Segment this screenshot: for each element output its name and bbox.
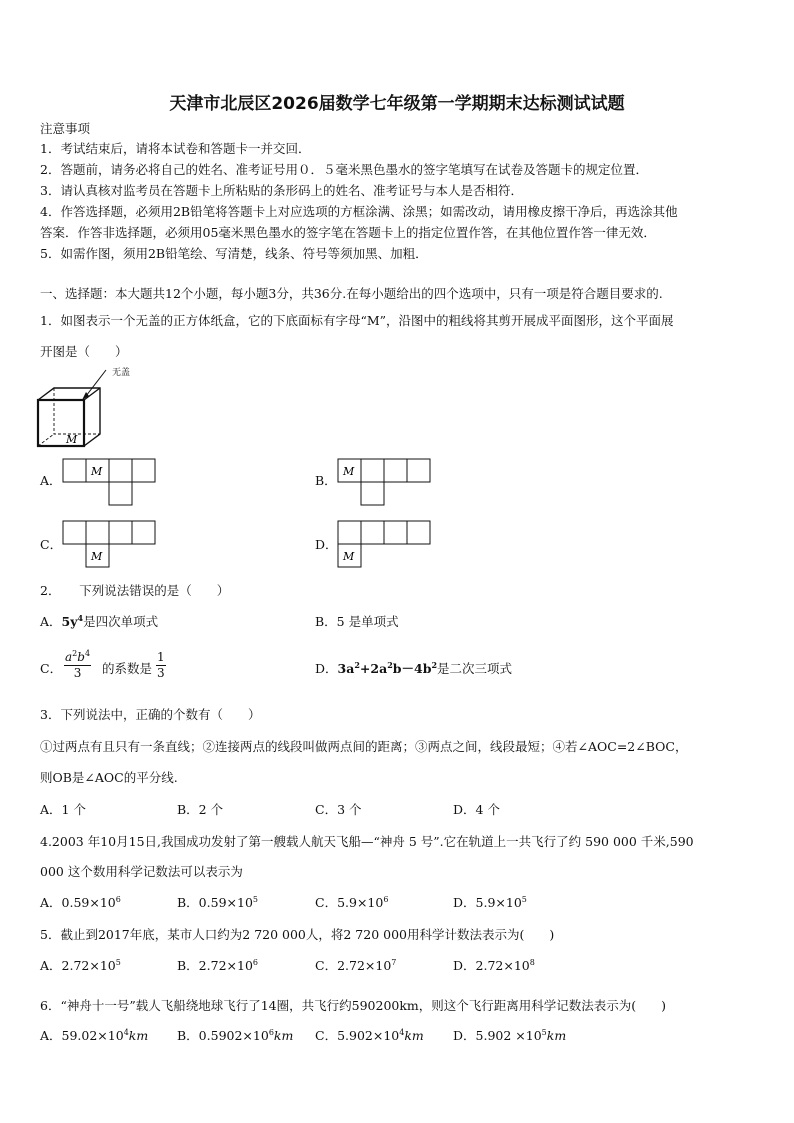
q3-option-a[interactable]: A．1 个 <box>40 802 86 817</box>
q4-option-c[interactable]: C．$5.9\times 10^6$ <box>315 894 389 910</box>
q4-option-b[interactable]: B．$0.59\times 10^5$ <box>177 894 258 910</box>
q6-option-a[interactable]: A．$59.02\times 10^4km$ <box>40 1027 149 1043</box>
notice-item-3: 3．请认真核对监考员在答题卡上所粘贴的条形码上的姓名、准考证号与本人是否相符． <box>40 183 523 198</box>
q5-option-b[interactable]: B．$2.72\times 10^6$ <box>177 957 258 973</box>
q1-option-c-label[interactable]: C． <box>40 537 63 552</box>
q1-option-a-net <box>62 458 158 508</box>
svg-text:M: M <box>343 465 355 478</box>
cube-face-letter: M <box>66 433 78 446</box>
q2-option-c-fraction: $\frac{a^2b^4}{3}$ <box>65 649 91 680</box>
notice-item-4: 4．作答选择题，必须用2B铅笔将答题卡上对应选项的方框涂满、涂黑；如需改动，请用橡皮擦干净后，再选涂其他 <box>40 204 678 219</box>
q1-option-d-label[interactable]: D． <box>315 537 338 552</box>
notice-heading: 注意事项 <box>40 121 91 136</box>
q1-stem-line2: 开图是（ ） <box>40 344 128 359</box>
svg-text:M: M <box>343 550 355 563</box>
q1-option-c-net <box>62 520 158 570</box>
q2-option-c-label[interactable]: C． <box>40 661 63 676</box>
q6-option-c[interactable]: C．$5.902\times 10^4km$ <box>315 1027 424 1043</box>
q3-statements-line2: 则OB是∠AOC的平分线. <box>40 770 178 785</box>
open-cube-figure <box>36 368 106 450</box>
q6-option-b[interactable]: B．$0.5902\times 10^6km$ <box>177 1027 294 1043</box>
notice-item-2: 2．答题前，请务必将自己的姓名、准考证号用０．５毫米黑色墨水的签字笔填写在试卷及答题卡的规定位置． <box>40 162 648 177</box>
q1-option-a-label[interactable]: A． <box>40 473 62 488</box>
q2-option-a[interactable]: A．$5y^4$是四次单项式 <box>40 612 159 629</box>
cube-lid-label: 无盖 <box>112 368 131 378</box>
section-heading: 一、选择题：本大题共12个小题，每小题3分，共36分.在每小题给出的四个选项中，只有一项是符合题目要求的. <box>40 286 663 301</box>
q5-option-a[interactable]: A．$2.72\times 10^5$ <box>40 957 121 973</box>
q4-stem-line1: 4.2003 年10月15日,我国成功发射了第一艘载人航天飞船—“神舟 5 号”.它在轨道上一共飞行了约 590 000 千米,590 <box>40 834 694 849</box>
q4-option-a[interactable]: A．$0.59\times 10^6$ <box>40 894 121 910</box>
q2-option-b[interactable]: B．5 是单项式 <box>315 614 399 629</box>
q1-option-b-label[interactable]: B． <box>315 473 337 488</box>
q6-option-d[interactable]: D．$5.902 \times 10^5km$ <box>453 1027 567 1043</box>
notice-item-1: 1．考试结束后，请将本试卷和答题卡一并交回． <box>40 141 311 156</box>
q2-option-c-text: 的系数是 <box>102 661 153 676</box>
page-title: 天津市北辰区2026届数学七年级第一学期期末达标测试试题 <box>169 94 625 114</box>
q1-option-b-net <box>337 458 433 508</box>
q4-stem-line2: 000 这个数用科学记数法可以表示为 <box>40 864 243 879</box>
q3-option-b[interactable]: B．2 个 <box>177 802 224 817</box>
svg-text:M: M <box>91 465 103 478</box>
q2-stem: 2． 下列说法错误的是（ ） <box>40 583 230 598</box>
q3-option-d[interactable]: D．4 个 <box>453 802 500 817</box>
svg-text:M: M <box>91 550 103 563</box>
q3-statements-line1: ①过两点有且只有一条直线；②连接两点的线段叫做两点间的距离；③两点之间，线段最短；④若∠AOC=2∠BOC， <box>40 739 688 754</box>
q3-option-c[interactable]: C．3 个 <box>315 802 362 817</box>
q2-option-d[interactable]: D．$3a^2+2a^2b-4b^2$是二次三项式 <box>315 659 513 676</box>
q5-stem: 5．截止到2017年底，某市人口约为2 720 000人，将2 720 000用科学计数法表示为( ) <box>40 927 555 942</box>
q2-option-c-value: $\frac{1}{3}$ <box>157 650 165 680</box>
q5-option-c[interactable]: C．$2.72\times 10^7$ <box>315 957 397 973</box>
q6-stem: 6．“神舟十一号”载人飞船绕地球飞行了14圈，共飞行约590200km，则这个飞行距离用科学记数法表示为( ) <box>40 998 667 1013</box>
q5-option-d[interactable]: D．$2.72\times 10^8$ <box>453 957 535 973</box>
q1-option-d-net <box>337 520 433 570</box>
notice-item-5: 5．如需作图，须用2B铅笔绘、写清楚，线条、符号等须加黑、加粗． <box>40 246 428 261</box>
q3-stem: 3．下列说法中，正确的个数有（ ） <box>40 707 261 722</box>
q4-option-d[interactable]: D．$5.9\times 10^5$ <box>453 894 527 910</box>
notice-item-4-cont: 答案．作答非选择题，必须用05毫米黑色墨水的签字笔在答题卡上的指定位置作答，在其他位置作答一律无效． <box>40 225 656 240</box>
q1-stem-line1: 1．如图表示一个无盖的正方体纸盒，它的下底面标有字母“M”，沿图中的粗线将其剪开展成平面图形，这个平面展 <box>40 313 674 328</box>
